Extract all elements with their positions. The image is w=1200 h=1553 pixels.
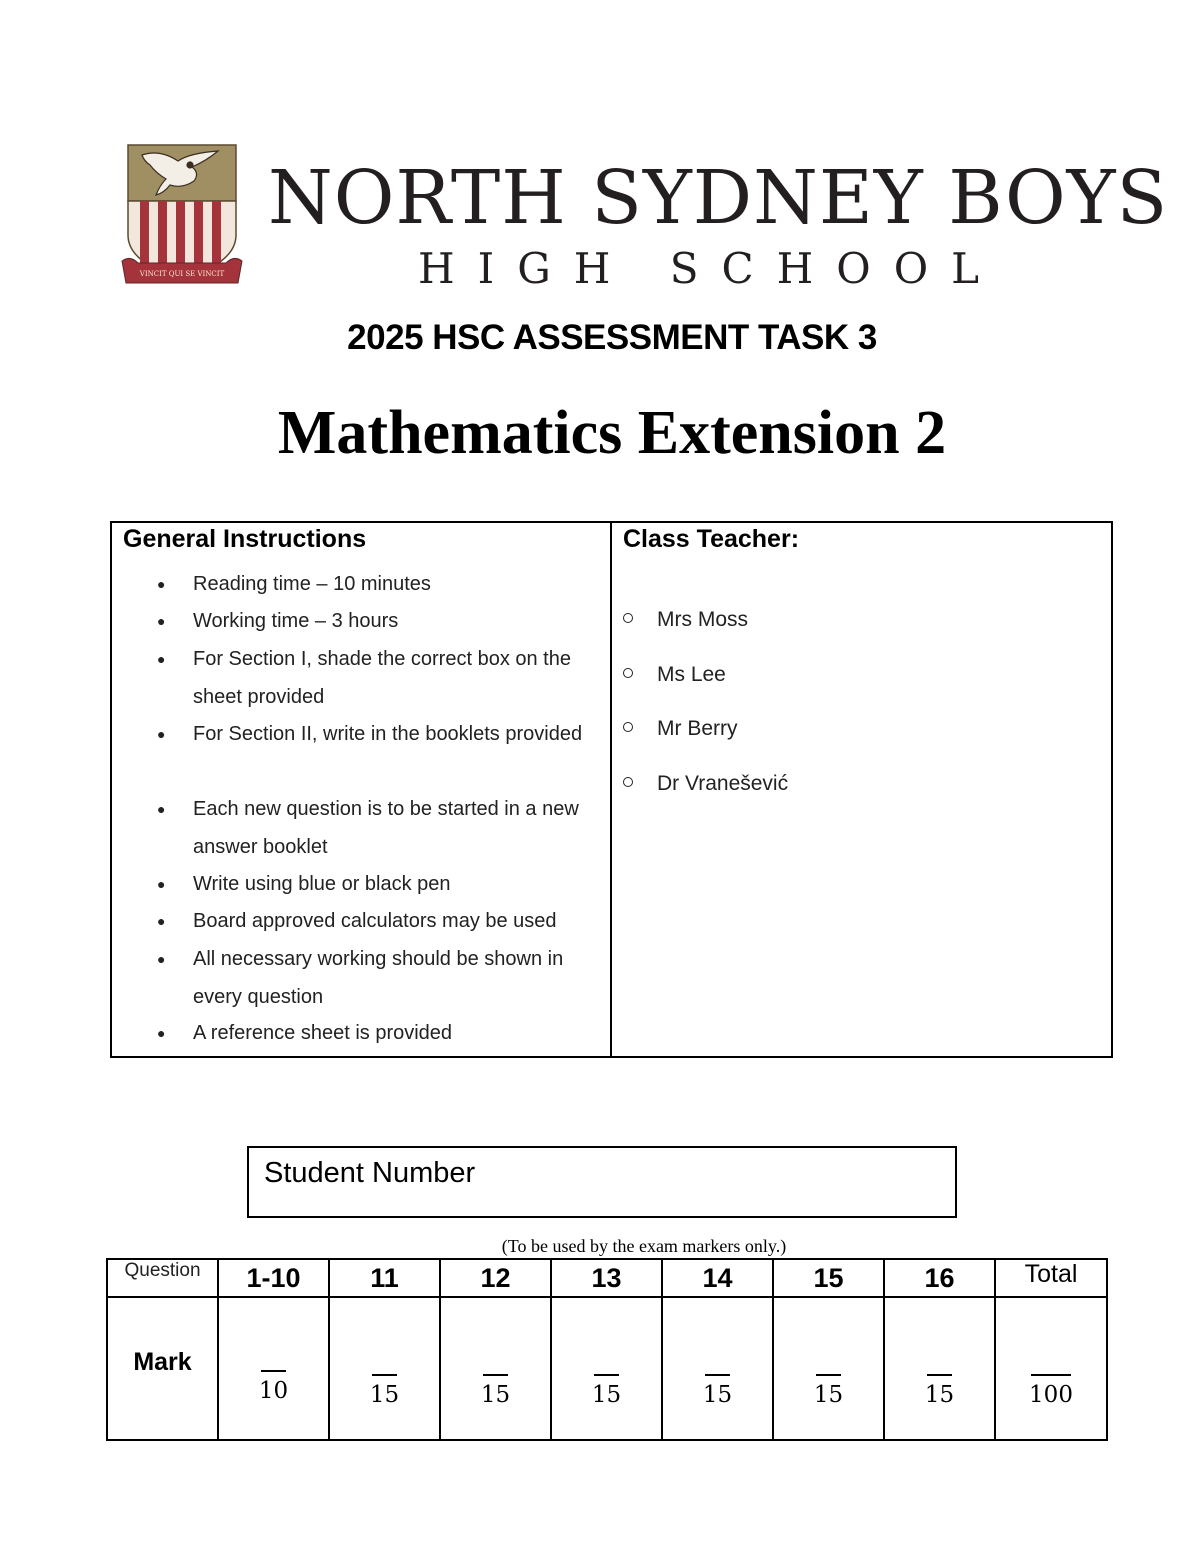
bullet-icon: ● bbox=[157, 613, 166, 629]
fraction-bar bbox=[483, 1374, 508, 1376]
bullet-icon: ● bbox=[157, 726, 166, 742]
marks-table-mark-row bbox=[107, 1297, 1107, 1440]
circle-bullet-icon bbox=[623, 613, 633, 623]
general-instructions-heading: General Instructions bbox=[123, 525, 367, 553]
instruction-item: ● Working time – 3 hours bbox=[193, 602, 613, 640]
instruction-item: ● Each new question is to be started in a new answer booklet bbox=[193, 790, 613, 866]
mark-fraction: 15 bbox=[481, 1374, 510, 1408]
instruction-item: ● A reference sheet is provided bbox=[193, 1014, 613, 1052]
instruction-item: ● For Section I, shade the correct box on the sheet provided bbox=[193, 640, 613, 716]
teacher-option: Ms Lee bbox=[657, 663, 726, 687]
question-cell: 11 bbox=[329, 1259, 440, 1297]
mark-fraction: 15 bbox=[370, 1374, 399, 1408]
total-mark-cell[interactable] bbox=[995, 1297, 1107, 1440]
bullet-icon: ● bbox=[157, 876, 166, 892]
fraction-bar bbox=[594, 1374, 619, 1376]
student-number-label: Student Number bbox=[264, 1157, 476, 1189]
fraction-bar bbox=[816, 1374, 841, 1376]
bullet-icon: ● bbox=[157, 1025, 166, 1041]
mark-cell[interactable] bbox=[773, 1297, 884, 1440]
teacher-option: Mrs Moss bbox=[657, 608, 748, 632]
circle-bullet-icon bbox=[623, 722, 633, 732]
subject-title: Mathematics Extension 2 bbox=[277, 399, 947, 467]
instruction-item: ● For Section II, write in the booklets provided bbox=[193, 715, 613, 753]
question-cell: 16 bbox=[884, 1259, 995, 1297]
mark-cell[interactable] bbox=[218, 1297, 329, 1440]
school-crest-logo bbox=[120, 143, 245, 293]
teacher-option: Mr Berry bbox=[657, 717, 738, 741]
school-name-line1: NORTH SYDNEY BOYS bbox=[268, 155, 1169, 241]
fraction-bar bbox=[927, 1374, 952, 1376]
marks-table-header-row bbox=[107, 1259, 1107, 1297]
task-title: 2025 HSC ASSESSMENT TASK 3 bbox=[347, 318, 877, 357]
question-cell: 13 bbox=[551, 1259, 662, 1297]
question-label-cell: Question bbox=[107, 1259, 218, 1297]
mark-fraction: 15 bbox=[703, 1374, 732, 1408]
mark-fraction: 15 bbox=[925, 1374, 954, 1408]
mark-cell[interactable] bbox=[440, 1297, 551, 1440]
bullet-icon: ● bbox=[157, 913, 166, 929]
fraction-bar bbox=[261, 1370, 286, 1372]
school-name bbox=[268, 152, 1169, 294]
mark-fraction: 15 bbox=[814, 1374, 843, 1408]
markers-note: (To be used by the exam markers only.) bbox=[501, 1236, 787, 1256]
mark-cell[interactable] bbox=[329, 1297, 440, 1440]
question-cell: 1-10 bbox=[218, 1259, 329, 1297]
question-cell: 15 bbox=[773, 1259, 884, 1297]
bullet-icon: ● bbox=[157, 576, 166, 592]
bullet-icon: ● bbox=[157, 801, 166, 817]
instruction-item: ● Write using blue or black pen bbox=[193, 865, 613, 903]
fraction-bar bbox=[705, 1374, 730, 1376]
fraction-bar bbox=[1031, 1374, 1071, 1376]
mark-fraction: 15 bbox=[592, 1374, 621, 1408]
crest-motto-text: VINCIT QUI SE VINCIT bbox=[139, 270, 225, 278]
bullet-icon: ● bbox=[157, 651, 166, 667]
fraction-bar bbox=[372, 1374, 397, 1376]
instruction-item: ● All necessary working should be shown in every question bbox=[193, 940, 613, 1016]
question-cell: 12 bbox=[440, 1259, 551, 1297]
class-teacher-heading: Class Teacher: bbox=[623, 525, 800, 553]
bullet-icon: ● bbox=[157, 951, 166, 967]
mark-cell[interactable] bbox=[551, 1297, 662, 1440]
school-name-line2: HIGH SCHOOL bbox=[418, 244, 1003, 293]
marks-table bbox=[106, 1258, 1108, 1441]
circle-bullet-icon bbox=[623, 777, 633, 787]
total-label-cell: Total bbox=[995, 1259, 1107, 1297]
mark-cell[interactable] bbox=[662, 1297, 773, 1440]
instruction-item: ● Board approved calculators may be used bbox=[193, 902, 613, 940]
teacher-option: Dr Vranešević bbox=[657, 772, 788, 796]
mark-fraction: 100 bbox=[1029, 1374, 1073, 1408]
circle-bullet-icon bbox=[623, 668, 633, 678]
question-cell: 14 bbox=[662, 1259, 773, 1297]
instruction-item: ● Reading time – 10 minutes bbox=[193, 565, 613, 603]
mark-cell[interactable] bbox=[884, 1297, 995, 1440]
mark-fraction: 10 bbox=[259, 1370, 288, 1404]
mark-label-cell: Mark bbox=[107, 1297, 218, 1440]
